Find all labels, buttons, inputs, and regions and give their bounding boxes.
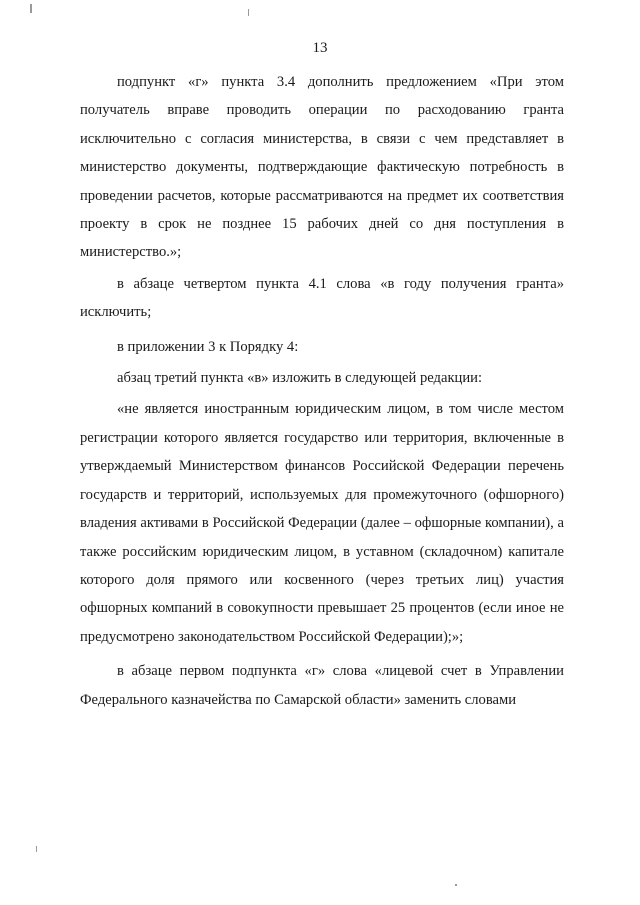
scan-mark-top-left [30, 4, 32, 13]
scan-mark-top-right [248, 9, 249, 16]
paragraph-appendix-3-intro: в приложении 3 к Порядку 4: [117, 338, 299, 355]
paragraph-clause-v-intro: абзац третий пункта «в» изложить в следующей редакции: [117, 370, 483, 387]
paragraph-treasury-account-amendment: в абзаце первом подпункта «г» слова «лицевой счет в Управлении Федерального казначейства по Самарской области» заменить словами [80, 663, 564, 708]
paragraph-clause-4-1-amendment: в абзаце четвертом пункта 4.1 слова «в году получения гранта» исключить; [80, 275, 564, 321]
paragraph-subclause-g-amendment: подпункт «г» пункта 3.4 дополнить предложением «При этом получатель вправе проводить операции по расходованию гранта исключительно с согласия министерства, в связи с чем представляет в министерство документы, подтверждающие фактическую потребность в проведении расчетов, которые рассматриваются на предмет их соответствия проекту в срок не позднее 15 рабочих дней со дня поступления в министерство.»; [80, 74, 564, 261]
scan-mark-bottom-right [455, 884, 457, 886]
page-number: 13 [312, 40, 328, 56]
document-body [80, 68, 564, 717]
paragraph-offshore-definition: «не является иностранным юридическим лицом, в том числе местом регистрации которого является государство или территория, включенные в утверждаемый Министерством финансов Российской Федерации перечень государств и территорий, используемых для промежуточного (офшорного) владения активами в Российской Федерации (далее – офшорные компании), а также российским юридическим лицом, в уставном (складочном) капитале которого доля прямого или косвенного (через третьих лиц) участия офшорных компаний в совокупности превышает 25 процентов (если иное не предусмотрено законодательством Российской Федерации);»; [80, 401, 564, 645]
scan-mark-bottom-left [36, 846, 37, 852]
